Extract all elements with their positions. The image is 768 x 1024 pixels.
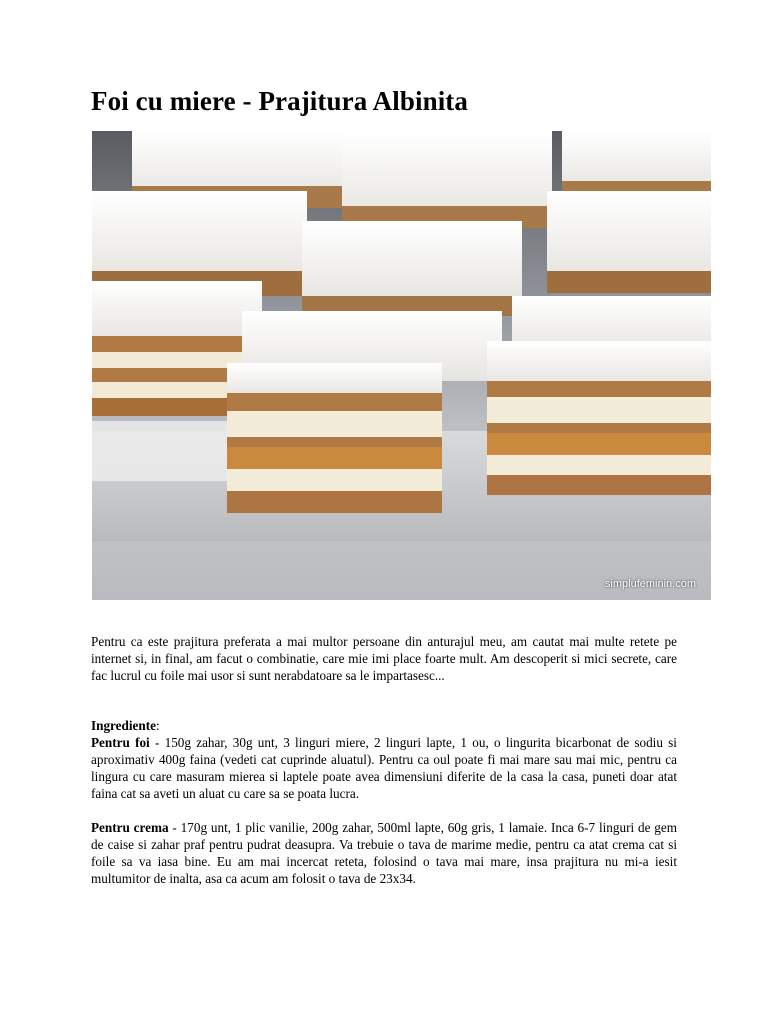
crema-paragraph: [91, 819, 677, 887]
ingredients-section: [91, 717, 677, 887]
paragraph-spacer: [91, 802, 677, 819]
crema-label: Pentru crema: [91, 820, 169, 835]
cake-photo: [92, 131, 711, 600]
photo-watermark: simplufeminin.com: [604, 578, 696, 590]
intro-paragraph: Pentru ca este prajitura preferata a mai multor persoane din anturajul meu, am cautat mai multe retete pe internet si, in final, am facut o combinatie, care mie imi place foarte mult. Am descoperit si mici secrete, care fac lucrul cu foile mai usor si sunt nerabdatoare sa le impartasesc...: [91, 634, 677, 683]
cake-illustration: [92, 131, 711, 600]
ingredients-heading: [91, 717, 677, 734]
ingredients-heading-colon: :: [155, 718, 160, 733]
crema-text: - 170g unt, 1 plic vanilie, 200g zahar, 500ml lapte, 60g gris, 1 lamaie. Inca 6-7 linguri de gem de caise si zahar praf pentru pudrat deasupra. Va trebuie o tava de marime medie, pentru ca atat crema cat si foile sa va iasa bine. Eu am mai incercat reteta, folosind o tava mai mare, insa prajitura nu mi-a iesit multumitor de inalta, asa ca acum am folosit o tava de 23x34.: [91, 820, 677, 886]
ingredients-heading-label: Ingrediente: [91, 718, 156, 733]
page-title: Foi cu miere - Prajitura Albinita: [91, 86, 468, 116]
foi-label: Pentru foi: [91, 735, 150, 750]
foi-paragraph: [91, 734, 677, 802]
foi-text: - 150g zahar, 30g unt, 3 linguri miere, 2 linguri lapte, 1 ou, o lingurita bicarbonat de sodiu si aproximativ 400g faina (vedeti cat cuprinde aluatul). Pentru ca oul poate fi mai mare sau mai mic, pentru ca lingura cu care masuram mierea si laptele poate avea dimensiuni diferite de la casa la casa, puneti doar atat faina cat sa aveti un aluat cu care sa se poata lucra.: [91, 735, 677, 801]
